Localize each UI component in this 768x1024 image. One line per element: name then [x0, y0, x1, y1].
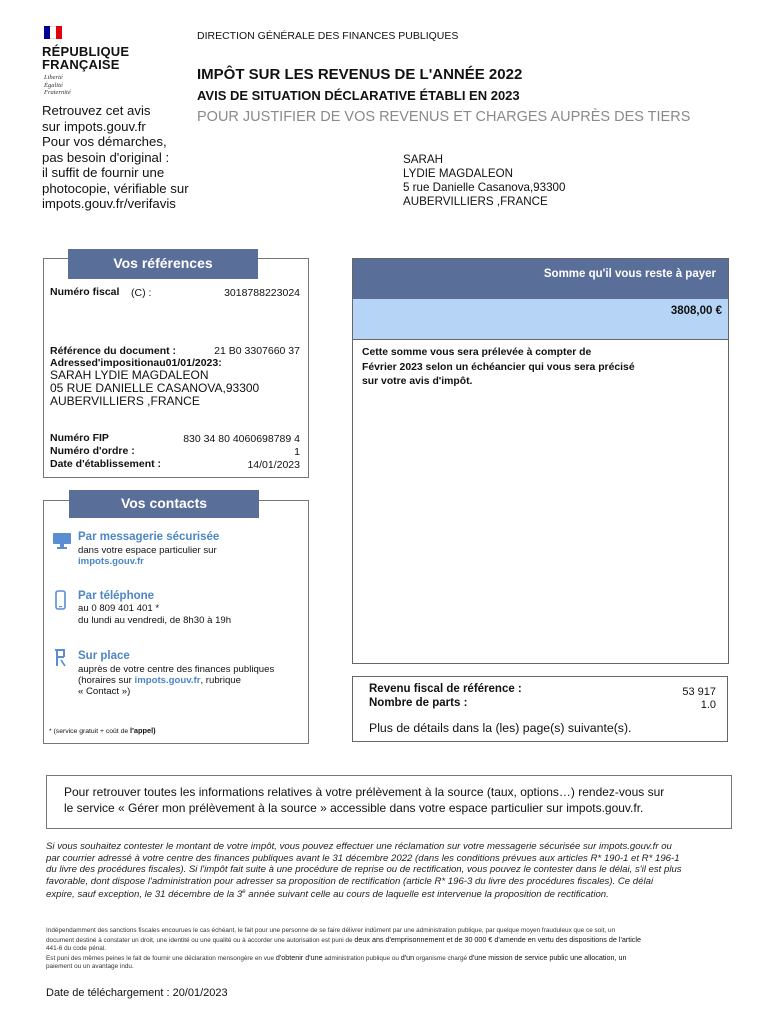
legal-emphasis: d'un	[400, 952, 415, 962]
contest-line: Si vous souhaitez contester le montant de votre impôt, vous pouvez effectuer une réclamation sur votre messagerie sécurisée sur impots.gouv.fr ou	[46, 841, 672, 852]
recipient-line: LYDIE MAGDALEON	[403, 167, 513, 180]
legal-text: organisme chargé	[415, 954, 468, 962]
logo-motto-fraternite: Fraternité	[44, 89, 71, 96]
footnote-text: * (service gratuit + coût de	[49, 728, 129, 735]
logo-republique: RÉPUBLIQUE	[42, 44, 130, 59]
legal-text: Est puni des mêmes peines le fait de fournir une déclaration mensongère en vue	[46, 954, 275, 962]
contest-line	[46, 887, 736, 901]
legal-line	[46, 954, 736, 964]
ordre-label: Numéro d'ordre :	[50, 445, 135, 457]
payment-text-line: sur votre avis d'impôt.	[362, 376, 473, 387]
telephone-title[interactable]: Par téléphone	[78, 590, 155, 602]
document-subtitle: AVIS DE SITUATION DÉCLARATIVE ÉTABLI EN 2023	[197, 88, 520, 103]
details-text: Plus de détails dans la (les) page(s) suivante(s).	[369, 721, 632, 735]
ref-document-label: Référence du document :	[50, 345, 177, 357]
phone-icon	[55, 590, 66, 615]
payment-text	[362, 346, 635, 390]
legal-line: 441-6 du code pénal.	[46, 945, 107, 952]
logo-motto-liberte: Liberté	[44, 74, 63, 81]
contest-line: favorable, dont dispose l'administration pour adresser sa proposition de rectification (article R* 196-3 du livre des procédures fiscales). Ce délai	[46, 875, 654, 887]
contest-sup: e	[242, 889, 246, 895]
numero-fiscal-label: Numéro fiscal	[50, 286, 120, 298]
payment-header	[353, 259, 728, 299]
legal-line: paiement ou un avantage indu.	[46, 963, 134, 970]
sur-place-hours-text: (horaires sur	[78, 675, 132, 686]
footnote-appel: l'appel)	[130, 726, 156, 735]
payment-header-label: Somme qu'il vous reste à payer	[543, 268, 716, 280]
logo-francaise: FRANÇAISE	[42, 57, 120, 72]
payment-text-line: Février 2023 selon un échéancier qui vous sera précisé	[362, 361, 635, 373]
date-etablissement-value: 14/01/2023	[247, 459, 300, 471]
info-line: Pour retrouver toutes les informations relatives à votre prélèvement à la source (taux, options…) rendez-vous sur	[64, 785, 665, 799]
contest-line: du livre des procédures fiscales). Si l'impôt fait suite à une procédure de reprise ou de rectification, vous pouvez le contester dans le délai, s'il est plus	[46, 864, 682, 875]
sur-place-text: auprès de votre centre des finances publiques	[78, 664, 275, 675]
legal-emphasis: d'une mission de service public une allocation, un	[468, 952, 627, 962]
recipient-line: AUBERVILLIERS ,FRANCE	[403, 195, 548, 208]
adresse-imposition-label: Adressed'impositionau01/01/2023:	[50, 357, 222, 369]
payment-text-line: Cette somme vous sera prélevée à compter de	[362, 347, 592, 358]
messagerie-text: dans votre espace particulier sur	[78, 545, 217, 556]
sur-place-link[interactable]: impots.gouv.fr	[134, 675, 201, 686]
direction-label: DIRECTION GÉNÉRALE DES FINANCES PUBLIQUES	[197, 30, 459, 42]
ordre-value: 1	[294, 446, 300, 458]
fip-value: 830 34 80 4060698789 4	[183, 433, 300, 445]
payment-amount-row	[353, 299, 728, 340]
recipient-address	[403, 153, 565, 209]
contest-paragraph	[46, 841, 736, 901]
rfr-label: Revenu fiscal de référence :	[369, 683, 522, 695]
legal-paragraph	[46, 927, 736, 972]
logo-motto-egalite: Égalité	[44, 81, 63, 89]
legal-emphasis: d'obtenir d'une	[275, 952, 323, 962]
numero-fiscal-code: (C) :	[131, 287, 152, 299]
download-date: Date de téléchargement : 20/01/2023	[46, 987, 228, 999]
contest-line: par courrier adressé à votre centre des finances publiques avant le 31 décembre 2022 (dans les conditions prévues aux articles R* 190-1 et R* 196-1	[46, 852, 680, 864]
ref-document-value: 21 B0 3307660 37	[214, 345, 300, 357]
flag-red-band	[56, 26, 62, 39]
sur-place-rubrique: , rubrique	[200, 675, 241, 686]
parts-value: 1.0	[700, 699, 716, 711]
document-purpose: POUR JUSTIFIER DE VOS REVENUS ET CHARGES AUPRÈS DES TIERS	[197, 109, 691, 125]
intro-text: Retrouvez cet avis sur impots.gouv.fr Pour vos démarches, pas besoin d'original : il suffit de fournir une photocopie, vérifiable sur impots.gouv.fr/verifavis	[42, 103, 189, 211]
contacts-tab: Vos contacts	[69, 490, 259, 518]
sur-place-hours	[78, 675, 241, 687]
contacts-footnote	[49, 726, 156, 735]
messagerie-title[interactable]: Par messagerie sécurisée	[78, 531, 220, 543]
recipient-line: SARAH	[403, 153, 443, 166]
recipient-line: 5 rue Danielle Casanova,93300	[403, 181, 566, 194]
legal-emphasis: deux ans d'emprisonnement et de 30 000 € d'amende en vertu des dispositions de l'article	[354, 934, 641, 944]
adresse-line: 05 RUE DANIELLE CASANOVA,93300	[50, 381, 260, 395]
legal-line	[46, 936, 736, 946]
fip-label: Numéro FIP	[50, 432, 109, 444]
payment-amount: 3808,00 €	[670, 305, 722, 317]
legal-line: Indépendamment des sanctions fiscales encourues le cas échéant, le fait pour une personne de se faire délivrer indûment par une administration publique, par quelque moyen frauduleux que ce soit, un	[46, 927, 616, 934]
legal-text: document destiné à constater un droit, une identité ou une qualité ou à accorder une autorisation est puni de	[46, 936, 353, 944]
messagerie-link[interactable]: impots.gouv.fr	[78, 556, 144, 567]
telephone-hours: du lundi au vendredi, de 8h30 à 19h	[78, 615, 232, 626]
sur-place-contact: « Contact »)	[78, 686, 131, 697]
rfr-value: 53 917	[682, 686, 716, 698]
document-title: IMPÔT SUR LES REVENUS DE L'ANNÉE 2022	[197, 66, 523, 83]
parts-label: Nombre de parts :	[369, 697, 468, 709]
contest-line-text: année suivant celle au cours de laquelle est intervenue la proposition de rectification.	[248, 889, 609, 901]
adresse-line: AUBERVILLIERS ,FRANCE	[50, 394, 200, 408]
french-flag-logo	[44, 26, 62, 39]
adresse-line: SARAH LYDIE MAGDALEON	[50, 368, 209, 382]
legal-text: administration publique ou	[324, 954, 399, 962]
sur-place-title[interactable]: Sur place	[78, 650, 130, 662]
telephone-number: au 0 809 401 401 *	[78, 603, 160, 614]
adresse-imposition	[50, 369, 259, 408]
building-icon	[53, 648, 69, 673]
info-text	[64, 784, 664, 816]
info-line: le service « Gérer mon prélèvement à la source » accessible dans votre espace particulier sur impots.gouv.fr.	[64, 801, 644, 815]
computer-icon	[52, 532, 72, 555]
contest-line-text: expire, sauf exception, le 31 décembre de la 3	[46, 889, 243, 901]
date-etablissement-label: Date d'établissement :	[50, 458, 162, 470]
numero-fiscal-value: 3018788223024	[224, 287, 300, 299]
references-tab: Vos références	[68, 249, 258, 279]
